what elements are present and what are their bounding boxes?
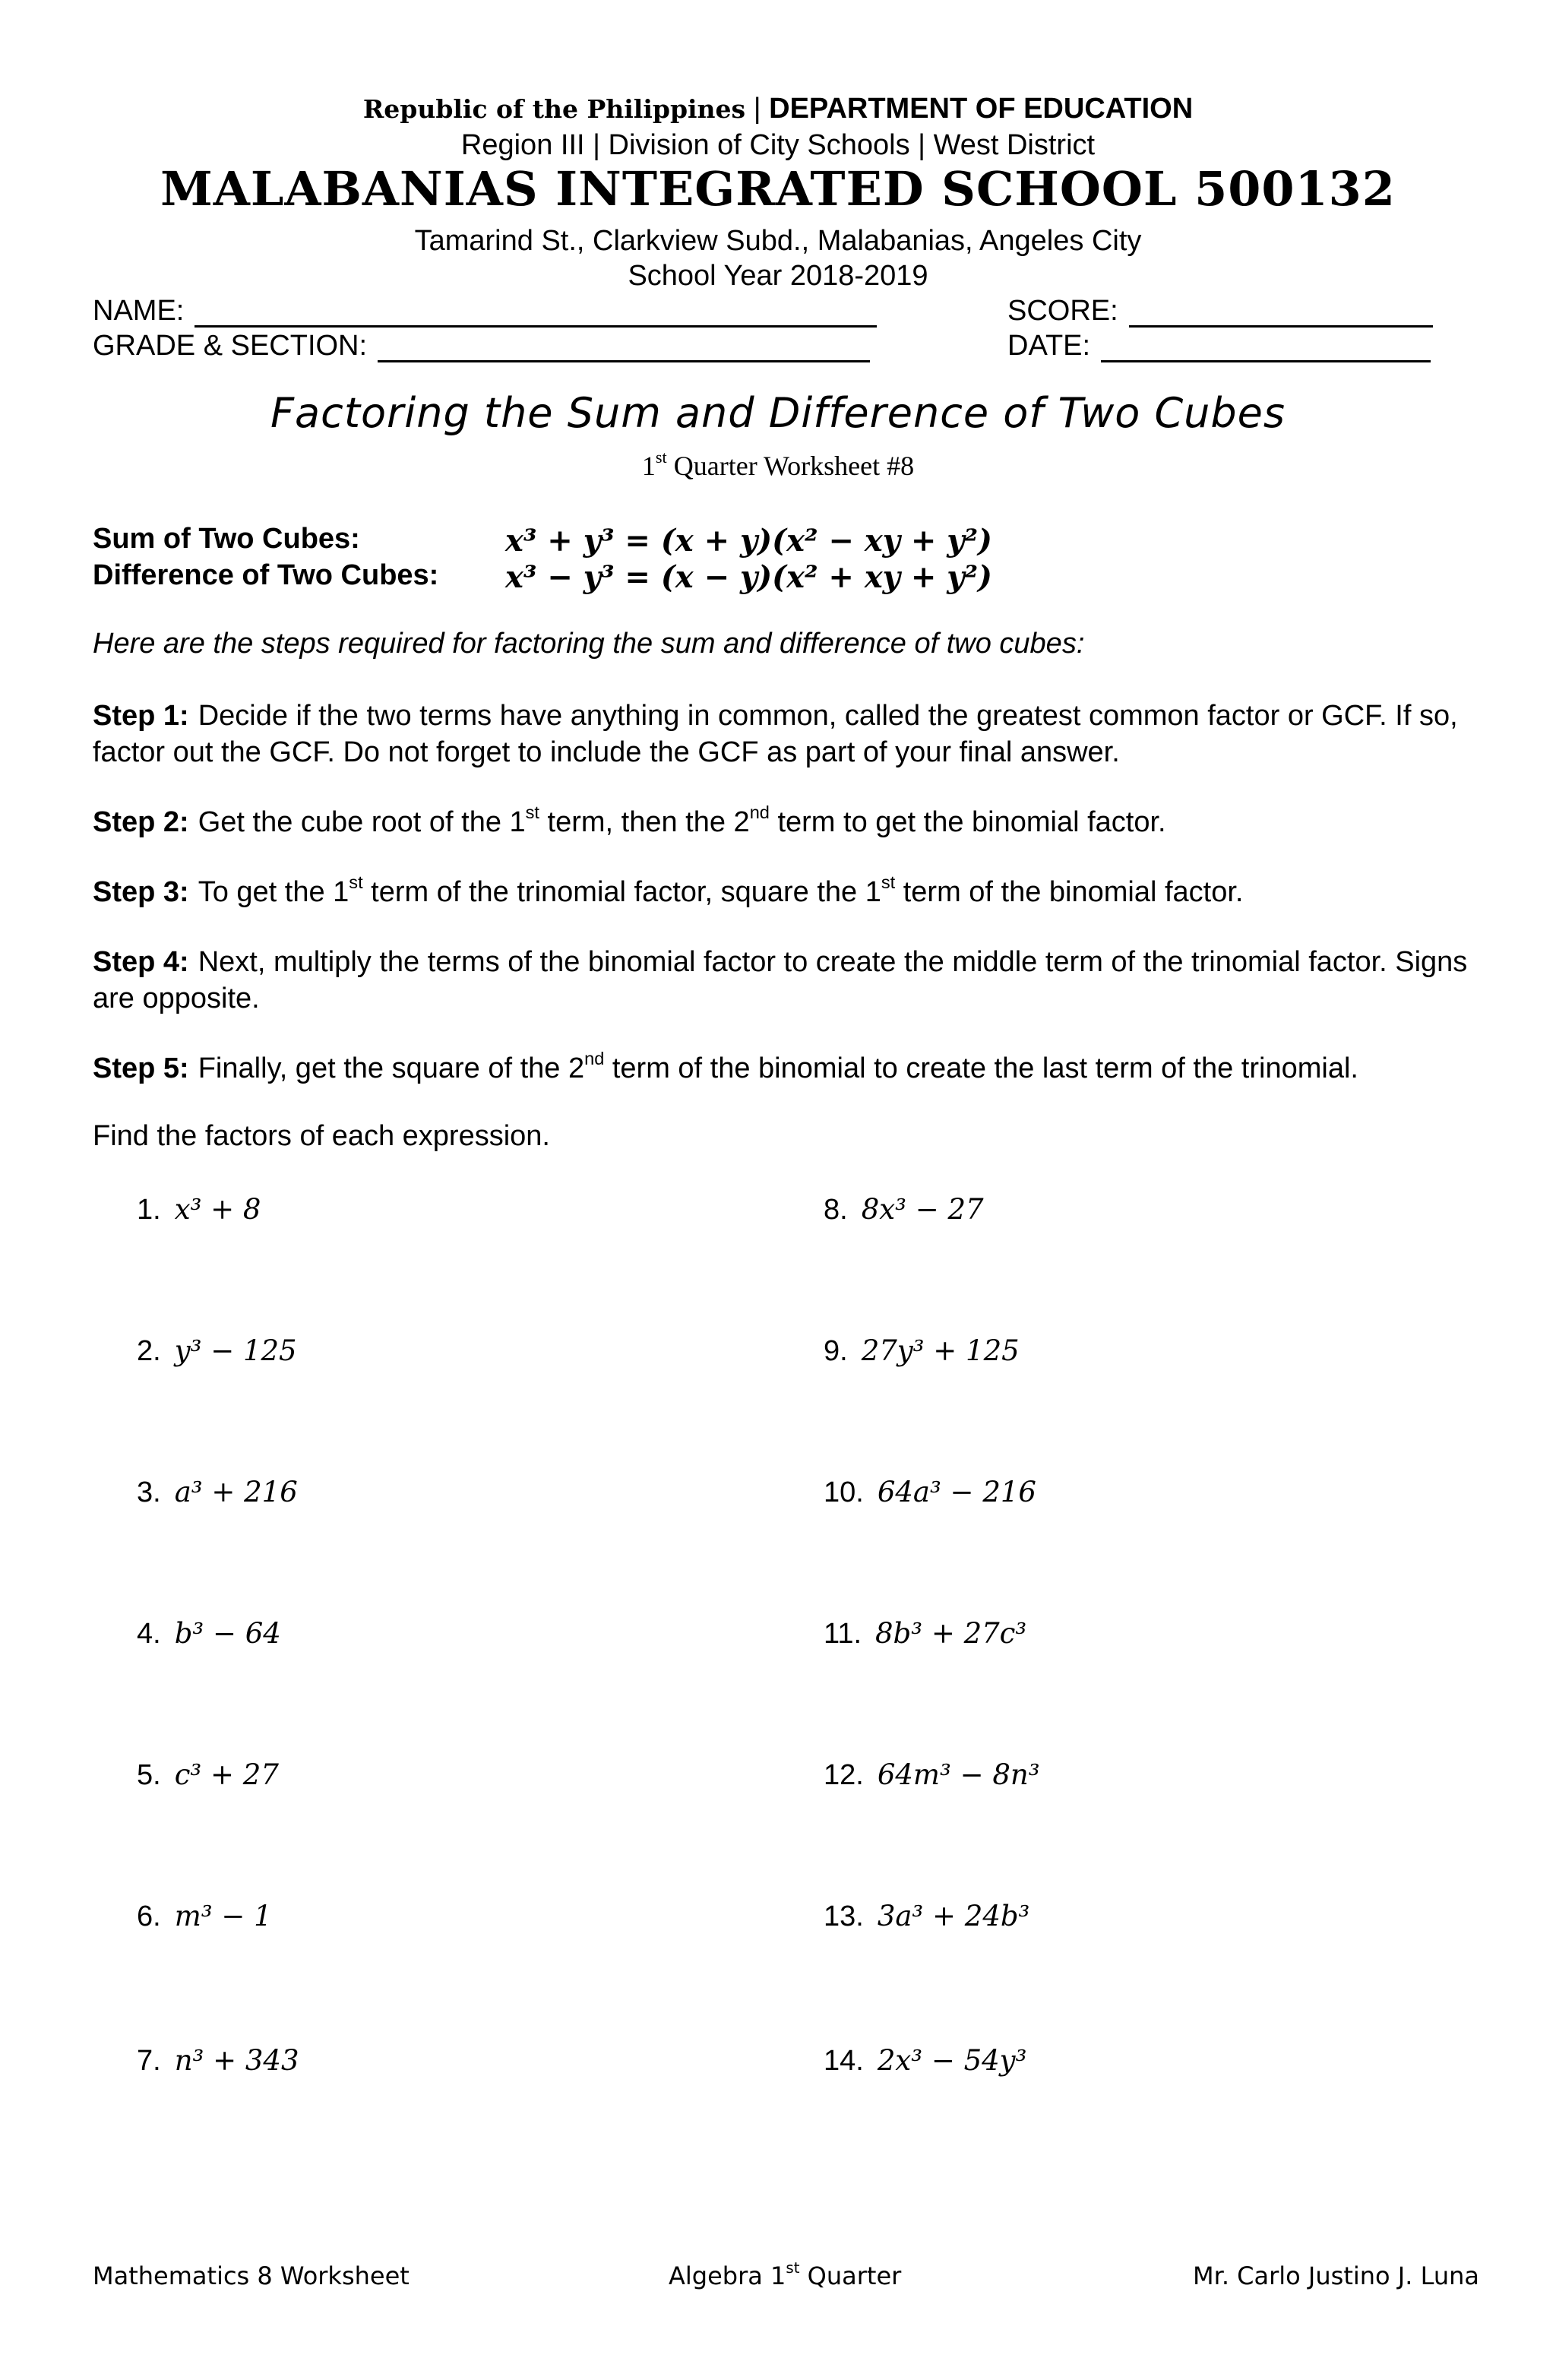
- footer-left: Mathematics 8 Worksheet: [93, 2261, 410, 2290]
- problem-12: 12. 64m³ − 8n³: [824, 1758, 1040, 1791]
- name-field: [93, 295, 877, 328]
- problem-14: 14. 2x³ − 54y³: [824, 2044, 1027, 2077]
- republic-text: Republic of the Philippines: [362, 94, 746, 124]
- formula-difference: [0, 559, 1556, 596]
- step-1: Step 1: Decide if the two terms have anything in common, called the greatest common factor or GCF. If so, factor out the GCF. Do not forget to include the GCF as part of your final answer.: [93, 700, 1458, 768]
- problem-13: 13. 3a³ + 24b³: [824, 1900, 1030, 1932]
- problem-3: 3. a³ + 216: [137, 1476, 298, 1508]
- date-field: [1007, 330, 1431, 362]
- problem-7: 7. n³ + 343: [137, 2044, 299, 2077]
- score-input-line[interactable]: [1129, 299, 1433, 328]
- formula-sum-label: Sum of Two Cubes:: [93, 523, 360, 555]
- school-address: Tamarind St., Clarkview Subd., Malabanias, Angeles City: [414, 225, 1142, 257]
- header-separator: |: [745, 93, 770, 125]
- problem-8: 8. 8x³ − 27: [824, 1193, 984, 1226]
- region-line: Region III | Division of City Schools | West District: [460, 129, 1096, 161]
- problems-instruction: Find the factors of each expression.: [93, 1120, 550, 1152]
- problem-11: 11. 8b³ + 27c³: [824, 1617, 1027, 1650]
- department-text: DEPARTMENT OF EDUCATION: [769, 93, 1194, 125]
- footer-right: Mr. Carlo Justino J. Luna: [1193, 2261, 1479, 2290]
- formula-difference-expr: x³ − y³ = (x − y)(x² + xy + y²): [505, 559, 992, 595]
- date-label: DATE:: [1007, 330, 1091, 362]
- school-year: School Year 2018-2019: [628, 260, 928, 292]
- problem-9: 9. 27y³ + 125: [824, 1334, 1020, 1367]
- grade-section-label: GRADE & SECTION:: [93, 330, 368, 362]
- problem-10: 10. 64a³ − 216: [824, 1476, 1036, 1508]
- grade-section-field: [93, 330, 870, 362]
- problem-4: 4. b³ − 64: [137, 1617, 281, 1650]
- name-label: NAME:: [93, 295, 185, 327]
- name-input-line[interactable]: [194, 299, 877, 328]
- score-field: [1007, 295, 1433, 328]
- worksheet-title: Factoring the Sum and Difference of Two Cubes: [270, 389, 1286, 437]
- step-5: Step 5: Finally, get the square of the 2nd term of the binomial to create the last term of the trinomial.: [93, 1048, 1358, 1084]
- grade-section-input-line[interactable]: [378, 334, 870, 362]
- step-3: Step 3: To get the 1st term of the trinomial factor, square the 1st term of the binomial factor.: [93, 872, 1244, 908]
- school-name: MALABANIAS INTEGRATED SCHOOL 500132: [160, 161, 1396, 217]
- problem-1: 1. x³ + 8: [137, 1193, 261, 1226]
- formula-sum-expr: x³ + y³ = (x + y)(x² − xy + y²): [505, 523, 992, 559]
- problem-5: 5. c³ + 27: [137, 1758, 279, 1791]
- step-2: Step 2: Get the cube root of the 1st term, then the 2nd term to get the binomial factor.: [93, 802, 1166, 838]
- steps-intro: Here are the steps required for factoring the sum and difference of two cubes:: [93, 628, 1085, 660]
- score-label: SCORE:: [1007, 295, 1118, 327]
- date-input-line[interactable]: [1101, 334, 1431, 362]
- formula-difference-label: Difference of Two Cubes:: [93, 559, 439, 591]
- step-4: Step 4: Next, multiply the terms of the binomial factor to create the middle term of the trinomial factor. Signs are opposite.: [93, 946, 1468, 1014]
- header-line-1: [0, 93, 1556, 125]
- problem-6: 6. m³ − 1: [137, 1900, 272, 1932]
- formula-sum: [0, 523, 1556, 559]
- worksheet-subtitle: 1st Quarter Worksheet #8: [641, 447, 915, 481]
- footer-center: Algebra 1st Quarter: [669, 2259, 902, 2290]
- problem-2: 2. y³ − 125: [137, 1334, 297, 1367]
